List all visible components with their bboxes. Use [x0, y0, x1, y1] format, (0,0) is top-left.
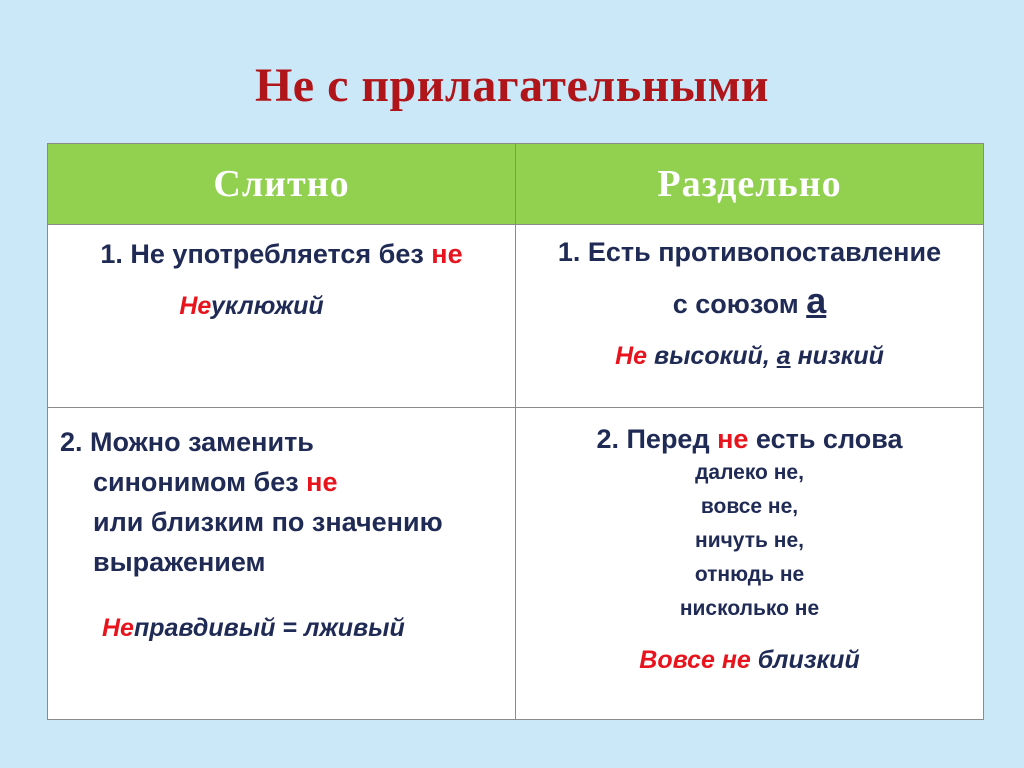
example-text [60, 614, 515, 643]
rule-text [48, 239, 515, 270]
rule-ne-highlight: не [431, 239, 463, 269]
header-razdelno: Раздельно [516, 144, 984, 225]
word-list-item: нисколько не [679, 597, 820, 620]
rule-text-main: с союзом [672, 289, 807, 319]
rule-text-start: 2. Перед [596, 424, 718, 454]
word-list-item: ничуть не, [695, 529, 804, 552]
rule-text-line2 [516, 280, 983, 322]
rule-text: 2. Можно заменить [60, 427, 314, 457]
example-conjunction: а [776, 342, 791, 370]
word-list-item: вовсе не, [700, 495, 799, 518]
rule-text-main: 1. Не употребляется без [100, 239, 432, 269]
cell-slitno-rule-1 [48, 225, 516, 408]
example-prefix: Не [615, 342, 654, 370]
example-prefix: Не [102, 614, 134, 642]
example-prefix: Вовсе не [639, 646, 751, 674]
rule-text-line3: или близким по значению [93, 507, 443, 537]
rule-row-1 [48, 225, 984, 408]
rule-text-line2 [60, 462, 515, 502]
header-row [48, 144, 984, 225]
rule-text-end: есть слова [748, 424, 903, 454]
slide-title: Не с прилагательными [254, 59, 770, 112]
word-list-item: далеко не, [695, 461, 804, 484]
rule-ne-highlight: не [717, 424, 749, 454]
example-rest: правдивый = лживый [133, 614, 405, 642]
header-slitno: Слитно [48, 144, 516, 225]
example-text [516, 646, 983, 675]
cell-razdelno-rule-1 [516, 225, 984, 408]
rule-ne-highlight: не [306, 467, 338, 497]
rule-text [516, 422, 983, 456]
word-list-item: отнюдь не [694, 563, 805, 586]
example-rest: уклюжий [210, 292, 324, 320]
rule-text-main: синонимом без [93, 467, 307, 497]
example-text [48, 292, 455, 321]
cell-slitno-rule-2 [48, 408, 516, 720]
rule-text-line4: выражением [93, 547, 266, 577]
rules-table [47, 143, 984, 720]
example-text [516, 342, 983, 371]
cell-razdelno-rule-2 [516, 408, 984, 720]
rule-row-2 [48, 408, 984, 720]
rule-text: 1. Есть противопоставление [557, 237, 942, 267]
example-rest: близкий [750, 646, 860, 674]
example-end: низкий [790, 342, 884, 370]
example-mid: высокий, [653, 342, 777, 370]
conjunction-a: а [806, 280, 827, 321]
example-prefix: Не [179, 292, 211, 320]
